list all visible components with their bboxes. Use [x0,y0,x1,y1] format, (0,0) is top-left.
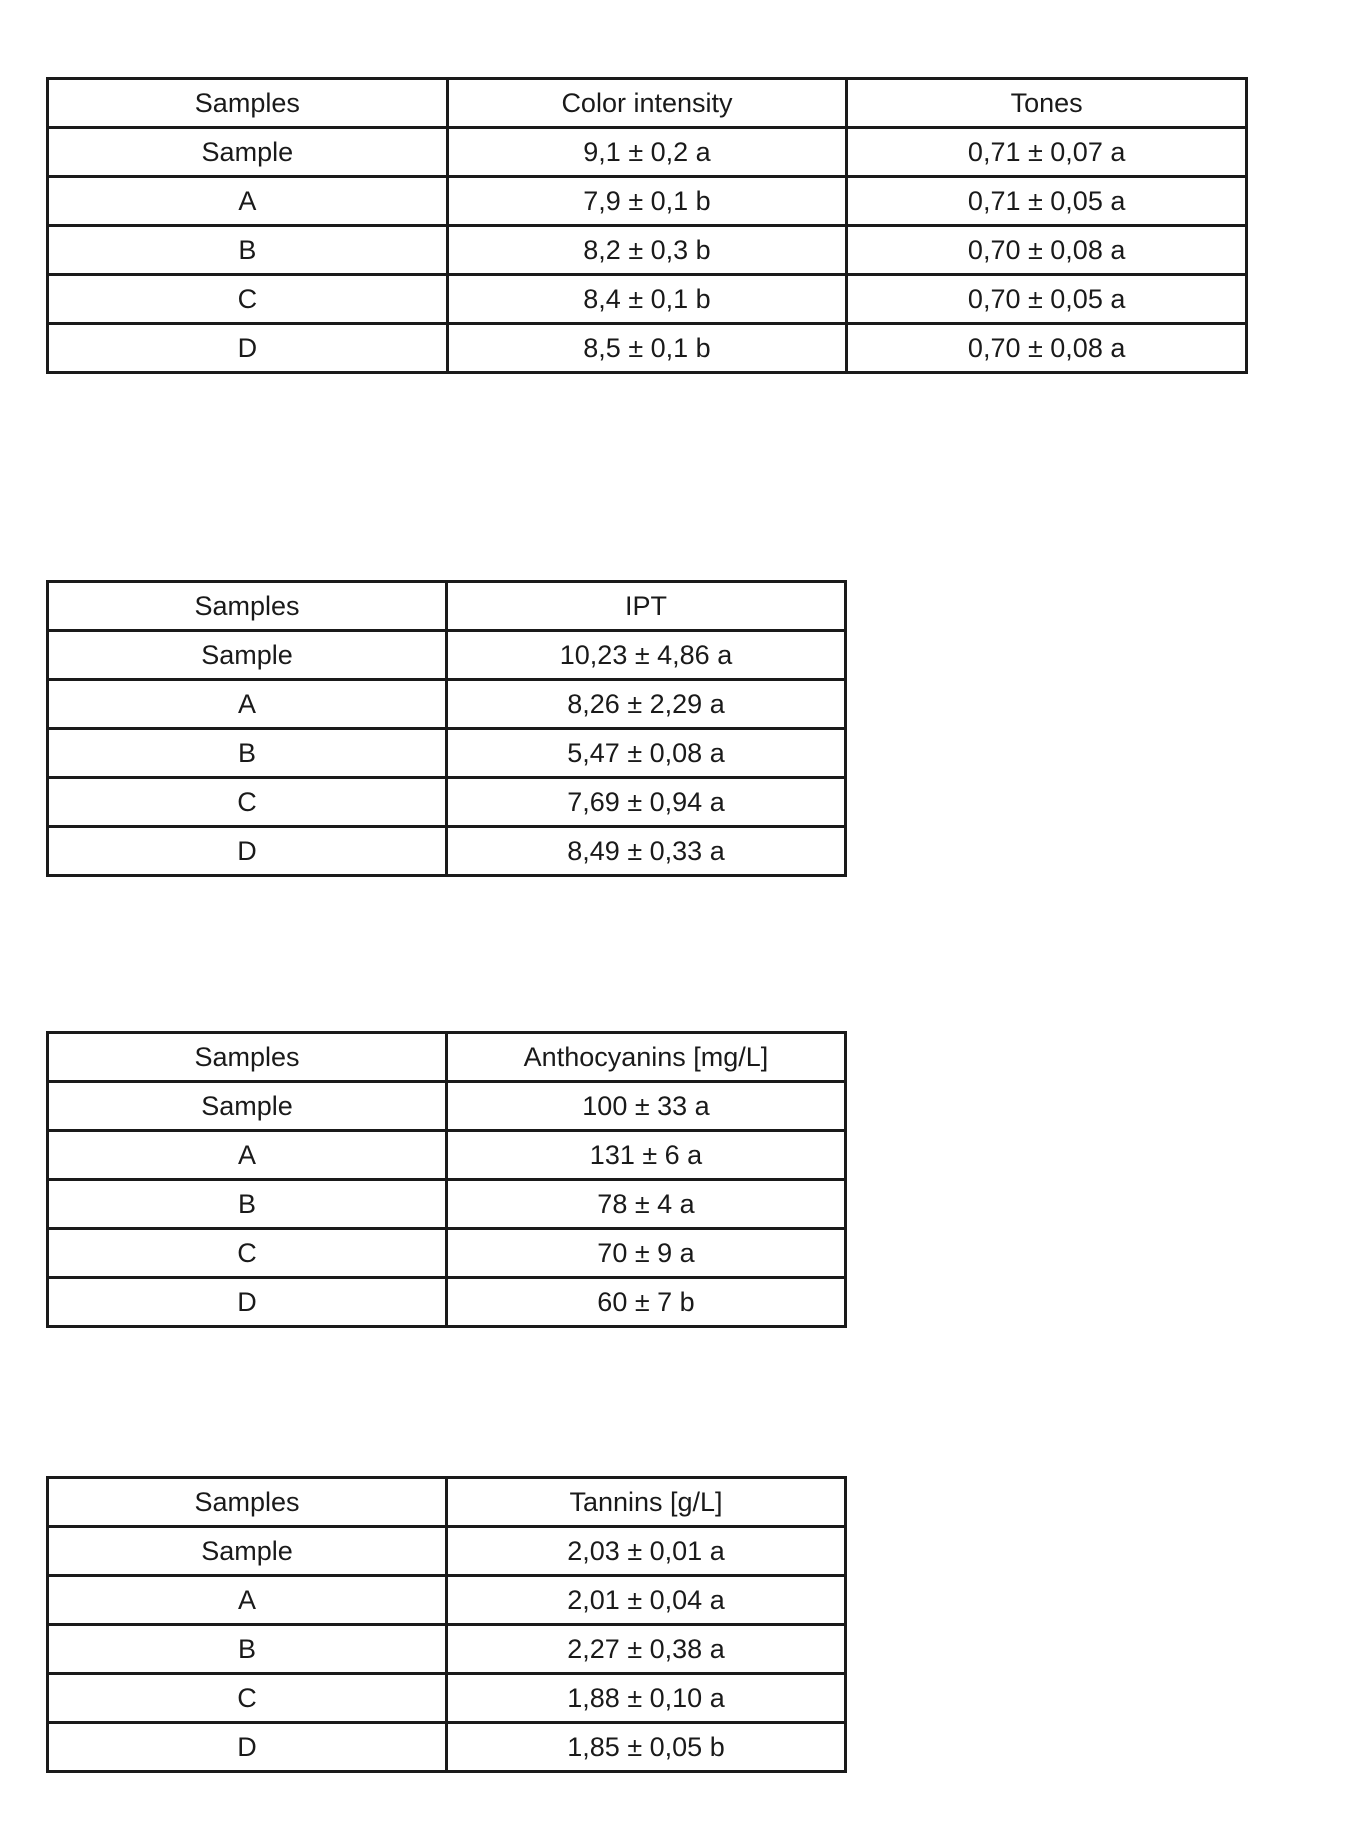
table-cell: C [48,275,448,324]
column-header: Samples [48,582,447,631]
table-cell: B [48,729,447,778]
table-row [48,1723,846,1772]
table-row [48,177,1247,226]
table-cell: 8,5 ± 0,1 b [447,324,847,373]
table-row [48,680,846,729]
table-header-row [48,582,846,631]
table-row [48,778,846,827]
table-cell: 0,70 ± 0,08 a [847,226,1247,275]
table-cell: C [48,778,447,827]
table-row [48,324,1247,373]
table-cell: Sample [48,631,447,680]
table-cell: A [48,177,448,226]
table-cell: 10,23 ± 4,86 a [447,631,846,680]
table-header-row [48,1033,846,1082]
table-row [48,1625,846,1674]
table-cell: D [48,324,448,373]
table-row [48,1278,846,1327]
column-header: Anthocyanins [mg/L] [447,1033,846,1082]
table-cell: 1,88 ± 0,10 a [447,1674,846,1723]
table-row [48,1131,846,1180]
table-row [48,226,1247,275]
table-cell: 8,26 ± 2,29 a [447,680,846,729]
table-cell: B [48,1180,447,1229]
table-cell: B [48,1625,447,1674]
table-cell: 5,47 ± 0,08 a [447,729,846,778]
column-header: Samples [48,1478,447,1527]
table-cell: A [48,1576,447,1625]
table-cell: 7,9 ± 0,1 b [447,177,847,226]
table-cell: 9,1 ± 0,2 a [447,128,847,177]
table-row [48,1576,846,1625]
table-cell: B [48,226,448,275]
table-cell: D [48,1723,447,1772]
column-header: Samples [48,79,448,128]
table-cell: 78 ± 4 a [447,1180,846,1229]
table-row [48,1527,846,1576]
table-cell: Sample [48,1527,447,1576]
table-row [48,128,1247,177]
anthocyanins-table [46,1031,847,1328]
table-header-row [48,1478,846,1527]
table-row [48,631,846,680]
table-cell: 7,69 ± 0,94 a [447,778,846,827]
ipt-table [46,580,847,877]
table-cell: 8,4 ± 0,1 b [447,275,847,324]
tannins-table [46,1476,847,1773]
table-cell: 8,2 ± 0,3 b [447,226,847,275]
column-header: IPT [447,582,846,631]
column-header: Color intensity [447,79,847,128]
table-cell: D [48,1278,447,1327]
table-cell: 2,03 ± 0,01 a [447,1527,846,1576]
table-cell: 0,71 ± 0,05 a [847,177,1247,226]
table-cell: 100 ± 33 a [447,1082,846,1131]
table-cell: A [48,680,447,729]
table-cell: 2,01 ± 0,04 a [447,1576,846,1625]
table-cell: 8,49 ± 0,33 a [447,827,846,876]
table-cell: 60 ± 7 b [447,1278,846,1327]
color-tones-table [46,77,1248,374]
table-cell: Sample [48,1082,447,1131]
table-row [48,1229,846,1278]
table-row [48,827,846,876]
table-cell: D [48,827,447,876]
table-cell: 70 ± 9 a [447,1229,846,1278]
table-cell: C [48,1229,447,1278]
column-header: Tones [847,79,1247,128]
table-cell: Sample [48,128,448,177]
table-cell: 131 ± 6 a [447,1131,846,1180]
table-cell: 2,27 ± 0,38 a [447,1625,846,1674]
table-header-row [48,79,1247,128]
table-cell: C [48,1674,447,1723]
table-cell: 0,70 ± 0,08 a [847,324,1247,373]
table-cell: 0,71 ± 0,07 a [847,128,1247,177]
table-row [48,1082,846,1131]
table-row [48,729,846,778]
table-row [48,1180,846,1229]
column-header: Tannins [g/L] [447,1478,846,1527]
table-cell: 0,70 ± 0,05 a [847,275,1247,324]
table-cell: A [48,1131,447,1180]
table-cell: 1,85 ± 0,05 b [447,1723,846,1772]
table-row [48,275,1247,324]
table-row [48,1674,846,1723]
column-header: Samples [48,1033,447,1082]
